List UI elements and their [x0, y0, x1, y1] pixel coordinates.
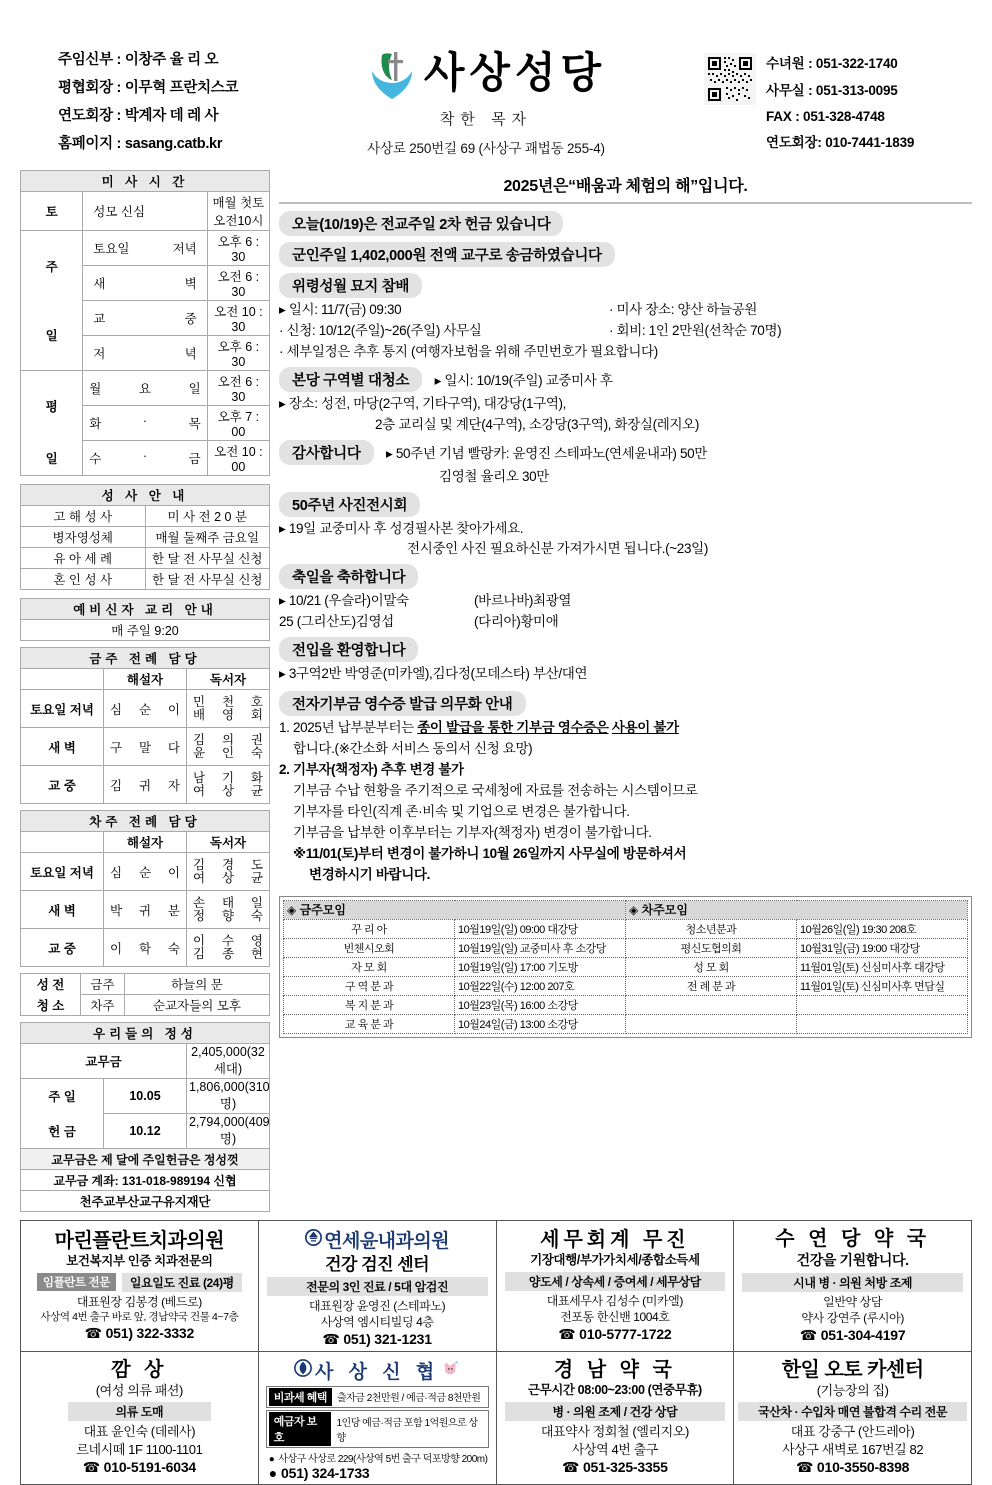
cleaning-places-2: 2층 교리실 및 계단(4구역), 소강당(3구역), 화장실(레지오)	[375, 416, 699, 432]
table-row: 새 벽 오전 6 : 30	[21, 266, 270, 301]
ad-band: 국산차 · 수입차 매연 불합격 수리 전문	[738, 1402, 967, 1421]
cemetery-fee: · 회비: 1인 2만원(선착순 70명)	[609, 322, 782, 338]
announcement-today-collection	[279, 211, 972, 238]
announcement-pill: 50주년 사진전시회	[279, 492, 420, 517]
announcement-pill: 오늘(10/19)은 전교주일 2차 헌금 있습니다	[279, 211, 563, 236]
announcement-pill: 본당 구역별 대청소	[279, 367, 422, 392]
feast-day-1a: ▸ 10/21 (우슬라)이말숙	[279, 593, 409, 609]
announcement-cemetery-visit	[279, 273, 972, 363]
cemetery-signup: · 신청: 10/12(주일)~26(주일) 사무실	[279, 322, 482, 338]
table-row: 토 성모 신심 매월 첫토 오전10시	[21, 192, 270, 231]
feast-day-1b: (바르나바)최광열	[474, 593, 572, 609]
announcement-parish-cleaning	[279, 367, 972, 436]
clinic-logo-icon	[305, 1229, 322, 1251]
ad-band: 병 · 의원 조제 / 건강 상담	[505, 1402, 726, 1421]
ad-subtitle: 건강 검진 센터	[325, 1255, 430, 1274]
ad-title: 수 연 당 약 국	[775, 1227, 931, 1250]
announcement-pill: 위령성월 묘지 참배	[279, 273, 422, 298]
meetings-table	[283, 900, 968, 1034]
table-row: 새 벽 박 귀 분 손 태 일 정 향 숙	[21, 891, 270, 929]
offerings-title: 우리들의 정성	[21, 1023, 270, 1044]
table-row: 교 중 이 학 숙 이 수 영 김 종 현	[21, 929, 270, 967]
page-header	[0, 0, 992, 170]
table-header-row	[284, 900, 968, 919]
ad-subtitle: 건강을 기원합니다.	[796, 1251, 909, 1268]
donation-deadline-notice-2: 변경하시기 바랍니다.	[309, 866, 431, 882]
announcement-feast-days	[279, 564, 972, 633]
year-theme: 2025년은“배움과 체험의 해”입니다.	[503, 178, 748, 195]
ad-tag: 예금자 보호	[269, 1412, 332, 1446]
ad-phone: ☎ 051-304-4197	[799, 1326, 906, 1343]
sacraments-table	[20, 484, 270, 590]
cleaning-duty-table	[20, 973, 270, 1016]
ad-band: 일요일도 진료 (24)평	[122, 1273, 242, 1292]
table-row: 복 지 분 과 10월23일(목) 16:00 소강당	[284, 995, 968, 1014]
ad-phone: ☎ 010-5191-6034	[82, 1459, 197, 1476]
ad-line: 사상역 4번 출구	[571, 1441, 658, 1457]
donation-item2-line-1: 기부금 수납 현황을 주기적으로 국세청에 자료를 전송하는 시스템이므로	[293, 782, 698, 798]
ad-band: 의류 도매	[68, 1402, 211, 1421]
ad-line: 전포동 한신밴 1004호	[560, 1310, 670, 1325]
table-header-row: 해설자 독서자	[21, 832, 270, 853]
priest-line: 주임신부 : 이창주 율 리 오	[58, 52, 219, 69]
cleaning-places-1: ▸ 장소: 성전, 마당(2구역, 기타구역), 대강당(1구역),	[279, 395, 567, 411]
table-row: 일 교 중 오전 10 : 30	[21, 301, 270, 336]
ad-line: 대표 강중구 (안드레아)	[790, 1424, 915, 1440]
ad-line: 대표 윤인숙 (데레사)	[83, 1424, 196, 1440]
cemetery-date: ▸ 일시: 11/7(금) 09:30	[279, 302, 402, 317]
offerings-table	[20, 1022, 270, 1212]
ad-line: 대표약사 정회철 (엘리지오)	[540, 1423, 689, 1439]
ad-band: 시내 병 · 의원 처방 조제	[742, 1273, 963, 1292]
table-row: 교 중 김 귀 자 남 기 화 여 상 균	[21, 766, 270, 804]
ad-line: 사상역 4번 출구 바로 앞, 경남약국 건물 4~7층	[40, 1311, 239, 1324]
fax-number: FAX : 051-328-4748	[766, 109, 885, 124]
offerings-note-2: 교무금 계좌: 131-018-989194 신협	[21, 1170, 270, 1191]
ad-suyeondang-pharmacy[interactable]	[734, 1221, 972, 1352]
new-member-line: ▸ 3구역2반 박영준(미카엘),김다정(모데스타) 부산/대연	[279, 666, 588, 682]
catechumen-value: 매 주일 9:20	[21, 620, 270, 641]
ad-marine-plant-dental[interactable]	[21, 1221, 259, 1352]
table-row: 혼 인 성 사 한 달 전 사무실 신청	[21, 569, 270, 590]
ad-tag: 임플란트 전문	[37, 1273, 116, 1291]
ad-subtitle: (기능장의 집)	[816, 1383, 889, 1399]
ad-title: 세무회계 무진	[540, 1229, 690, 1252]
church-subtitle: 착한 목자	[439, 111, 533, 128]
ad-gyeongnam-pharmacy[interactable]	[496, 1351, 734, 1484]
ad-title: 사 상 신 협	[314, 1361, 440, 1383]
header-title-block	[268, 49, 704, 157]
ad-phone: ☎ 010-5777-1722	[558, 1325, 672, 1342]
ad-band: 양도세 / 상속세 / 증여세 / 세무상담	[505, 1272, 726, 1291]
advertisements-section	[0, 1220, 992, 1485]
church-logo-icon	[366, 49, 418, 101]
ad-kkam-sang-fashion[interactable]	[21, 1351, 259, 1484]
table-row: 화 · 목 오후 7 : 00	[21, 406, 270, 441]
convent-phone: 수녀원 : 051-322-1740	[766, 56, 898, 72]
table-row: 토요일 저녁 심 순 이 김 경 도 여 상 균	[21, 853, 270, 891]
ad-yonsei-yun-internal[interactable]	[258, 1221, 496, 1352]
ad-phone: ● 051) 324-1733	[261, 1465, 494, 1481]
catechumen-table	[20, 598, 270, 641]
table-row: 새 벽 구 말 다 김 의 권 윤 인 숙	[21, 728, 270, 766]
table-row: 교 육 분 과 10월24일(금) 13:00 소강당	[284, 1014, 968, 1033]
cemetery-detail: · 세부일정은 추후 통지 (여행자보험을 위해 주민번호가 필요합니다)	[279, 343, 658, 359]
bulletin-body	[0, 170, 992, 1212]
donation-item2-line-2: 기부자를 타인(직계 존·비속 및 기업으로 변경은 불가합니다.	[293, 803, 630, 819]
ad-band: 전문의 3인 진료 / 5대 암검진	[267, 1277, 488, 1296]
offerings-note-3: 천주교부산교구유지재단	[21, 1191, 270, 1212]
announcement-pill: 전자기부금 영수증 발급 의무화 안내	[279, 691, 526, 716]
thanks-donor-2: 김영철 율리오 30만	[439, 468, 549, 484]
exhibition-line-1: ▸ 19일 교중미사 후 성경필사본 찾아가세요.	[279, 520, 524, 536]
ad-sasang-credit-union[interactable]	[258, 1351, 496, 1484]
offerings-note-1: 교무금은 제 달에 주일헌금은 정성껏	[21, 1149, 270, 1170]
catechumen-title: 예비신자 교리 안내	[21, 599, 270, 620]
announcement-photo-exhibition	[279, 492, 972, 561]
liturgy-this-week-table	[20, 647, 270, 804]
feast-day-2a: 25 (그리산도)김영섭	[279, 614, 394, 630]
ad-line: 대표세무사 김성수 (미카엘)	[546, 1293, 683, 1308]
donation-deadline-notice: ※11/01(토)부터 변경이 불가하니 10월 26일까지 사무실에 방문하셔서	[293, 845, 687, 861]
exhibition-line-2: 전시중인 사진 필요하신분 가져가시면 됩니다.(~23일)	[407, 541, 708, 557]
ad-title: 깜 상	[111, 1359, 168, 1382]
cleaning-datetime: ▸ 일시: 10/19(주일) 교중미사 후	[434, 372, 613, 388]
table-row: 토요일 저녁 심 순 이 민 천 호 배 영 회	[21, 690, 270, 728]
church-address: 사상로 250번길 69 (사상구 괘법동 255-4)	[367, 141, 605, 156]
announcement-pill: 전입을 환영합니다	[279, 637, 418, 662]
ad-band: 출자금 2천만원 / 예금·적금 8천만원	[336, 1393, 481, 1405]
table-row: 구 역 분 과 10월22일(수) 12:00 207호 전 례 분 과 11월01일(토) 신심미사후 면담실	[284, 976, 968, 995]
homepage-line: 홈페이지 : sasang.catb.kr	[58, 135, 223, 152]
table-row: 고 해 성 사 미 사 전 2 0 분	[21, 506, 270, 527]
qr-code-icon	[704, 53, 756, 105]
table-row: 교무금 2,405,000(32세대)	[21, 1044, 270, 1079]
yeondo-line: 연도회장 : 박계자 데 레 사	[58, 108, 219, 124]
ad-line: 사상구 새벽로 167번길 82	[782, 1442, 924, 1458]
ad-title: 경 남 약 국	[553, 1359, 676, 1382]
mascot-icon	[442, 1360, 460, 1381]
ad-hanil-auto-center[interactable]	[734, 1351, 972, 1484]
cemetery-location: · 미사 장소: 양산 하늘공원	[609, 302, 758, 317]
meetings-section	[279, 896, 972, 1038]
ad-phone: ☎ 051-325-3355	[562, 1458, 668, 1475]
ad-line: 사상역 엠시티빌딩 4층	[320, 1315, 434, 1330]
ad-mujin-tax-accounting[interactable]	[496, 1221, 734, 1352]
ad-subtitle: 근무시간 08:00~23:00 (연중무휴)	[527, 1383, 702, 1398]
thanks-donor-1: ▸ 50주년 기념 빨랑카: 윤영진 스테파노(연세윤내과) 50만	[386, 445, 707, 461]
table-row: 유 아 세 례 한 달 전 사무실 신청	[21, 548, 270, 569]
ad-line: 대표원장 김봉경 (베드로)	[76, 1294, 202, 1309]
sacraments-title: 성 사 안 내	[21, 485, 270, 506]
table-row: 주 일 10.05 1,806,000(310명)	[21, 1079, 270, 1114]
table-row: 청 소 차주 순교자들의 모후	[21, 995, 270, 1016]
table-row: 빈첸시오회 10월19일(일) 교중미사 후 소강당 평신도협의회 10월31일(금) 19:00 대강당	[284, 938, 968, 957]
ad-line: 대표원장 윤영진 (스테파노)	[309, 1298, 446, 1313]
donation-item1-prefix: 1. 2025년 납부분부터는	[279, 720, 418, 736]
liturgy-this-week-title: 금주 전례 담당	[21, 648, 270, 669]
table-row: 꾸 리 아 10월19일(일) 09:00 대강당 청소년분과 10월26일(일) 19:30 208호	[284, 919, 968, 938]
lay-council-line: 평협회장 : 이무혁 프란치스코	[58, 80, 239, 97]
donation-item2-line-3: 기부금을 납부한 이후부터는 기부자(책정자) 변경이 불가합니다.	[293, 824, 652, 840]
announcements-section	[279, 202, 972, 1038]
ad-line: 약사 강연주 (루시아)	[801, 1311, 904, 1326]
announcement-pill: 군인주일 1,402,000원 전액 교구로 송금하였습니다	[279, 242, 615, 267]
ad-title: 연세윤내과의원	[324, 1231, 450, 1252]
table-row: 주 토요일 저녁 오후 6 : 30	[21, 231, 270, 266]
ad-line: ● 사상구 사상로 229(사상역 5번 출구 덕포방향 200m)	[261, 1450, 494, 1465]
announcement-donation-receipt	[279, 691, 972, 885]
feast-day-2b: (다리아)황미애	[474, 614, 559, 630]
page-title: 사상성당	[423, 49, 607, 96]
ad-phone: ☎ 051) 321-1231	[322, 1330, 432, 1347]
ad-tag: 비과세 혜택	[269, 1388, 332, 1406]
yeondo-phone: 연도회장: 010-7441-1839	[766, 135, 915, 151]
ad-line: 일반약 상담	[823, 1294, 883, 1309]
office-phone: 사무실 : 051-313-0095	[766, 82, 898, 98]
ad-phone: ☎ 051) 322-3332	[84, 1324, 195, 1341]
ad-band: 1인당 예금·적금 포함 1억원으로 상향	[336, 1417, 478, 1444]
advertisements-table	[20, 1220, 972, 1485]
announcement-military-sunday	[279, 242, 972, 269]
announcement-pill: 감사합니다	[279, 440, 374, 465]
announcement-thanks	[279, 440, 972, 488]
mass-schedule-table	[20, 170, 270, 476]
donation-item2-title: 2. 기부자(책정자) 추후 변경 불가	[279, 761, 464, 777]
table-row: 성 전 금주 하늘의 문	[21, 974, 270, 995]
meetings-this-week-header: ◈ 금주모임	[284, 900, 626, 919]
ad-subtitle: 보건복지부 인증 치과전문의	[66, 1254, 213, 1269]
right-column	[279, 170, 972, 1038]
donation-item1-cont: 합니다.(※간소화 서비스 동의서 신청 요망)	[293, 741, 533, 757]
left-column	[20, 170, 270, 1212]
ad-phone: ☎ 010-3550-8398	[795, 1459, 910, 1476]
header-contact-left	[20, 47, 268, 158]
announcement-pill: 축일을 축하합니다	[279, 564, 418, 589]
credit-union-logo-icon	[294, 1359, 312, 1382]
table-row: 평 월 요 일 오전 6 : 30	[21, 371, 270, 406]
table-row: 자 모 회 10월19일(일) 17:00 기도방 성 모 회 11월01일(토) 신심미사후 대강당	[284, 957, 968, 976]
table-row: 일 수 · 금 오전 10 : 00	[21, 441, 270, 476]
donation-item1-underline-a: 종이 발급을 통한 기부금 영수증은	[417, 720, 609, 736]
ad-subtitle: 기장대행/부가가치세/종합소득세	[530, 1253, 700, 1268]
ad-subtitle: (여성 의류 패션)	[95, 1383, 183, 1399]
mass-schedule-title: 미 사 시 간	[21, 171, 270, 192]
liturgy-next-week-title: 차주 전례 담당	[21, 811, 270, 832]
liturgy-next-week-table	[20, 810, 270, 967]
ad-title: 한일 오토 카센터	[781, 1359, 924, 1382]
table-row: 저 녁 오후 6 : 30	[21, 336, 270, 371]
table-row: 헌 금 10.12 2,794,000(409명)	[21, 1114, 270, 1149]
table-header-row: 해설자 독서자	[21, 669, 270, 690]
meetings-next-week-header: ◈ 차주모임	[626, 900, 968, 919]
table-row: 병자영성체 매월 둘째주 금요일	[21, 527, 270, 548]
ad-line: 르네시떼 1F 1100-1101	[76, 1442, 203, 1458]
ad-title: 마린플란트치과의원	[54, 1230, 225, 1253]
header-contact-right	[704, 49, 972, 156]
donation-item1-underline-b: 사용이 불가	[611, 720, 679, 736]
announcement-new-members	[279, 637, 972, 685]
